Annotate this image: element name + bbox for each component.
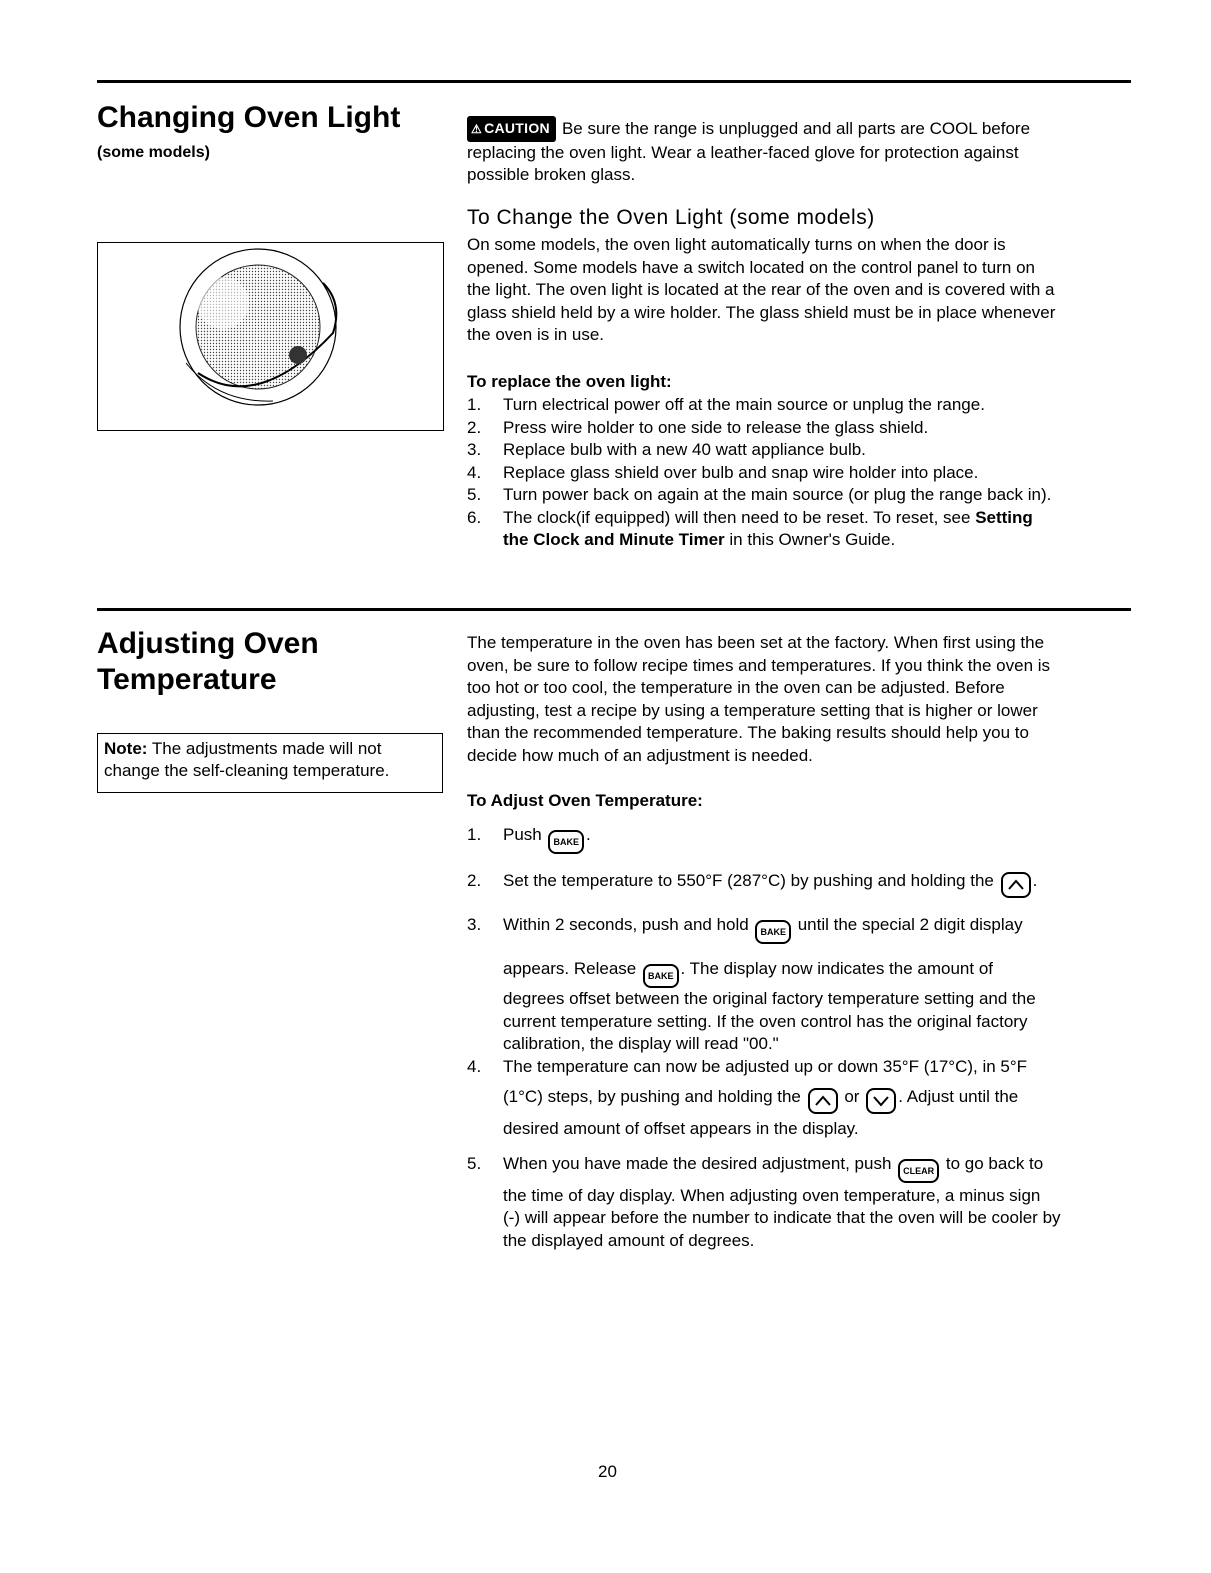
subsection-heading-change-light: To Change the Oven Light (some models) <box>467 206 875 229</box>
bake-key-icon: BAKE <box>643 964 679 988</box>
steps-heading-adjust: To Adjust Oven Temperature: <box>467 791 703 810</box>
section-title-adjust-temp: Adjusting Oven Temperature <box>97 627 319 696</box>
replace-light-steps <box>467 394 1147 552</box>
bake-key-icon: BAKE <box>755 920 791 944</box>
list-item: 2. Set the temperature to 550°F (287°C) by pushing and holding the . <box>467 870 1157 902</box>
section-subtitle: (some models) <box>97 144 210 161</box>
light-bulb-shield-icon <box>98 243 443 430</box>
warning-icon: ⚠ <box>471 122 483 136</box>
up-arrow-key-icon <box>1001 872 1031 898</box>
oven-light-illustration <box>97 242 444 431</box>
page-number: 20 <box>598 1462 617 1481</box>
caution-paragraph: ⚠ CAUTION Be sure the range is unplugged and all parts are COOL before replacing the oven light. Wear a leather-faced glove for protection against possible broken glass. <box>467 116 1147 187</box>
adjust-temp-steps <box>467 824 1157 1252</box>
list-item: 3. Replace bulb with a new 40 watt appliance bulb. <box>467 440 866 459</box>
section-title-oven-light: Changing Oven Light <box>97 101 401 134</box>
list-item: 5. Turn power back on again at the main source (or plug the range back in). <box>467 485 1052 504</box>
list-item: 6. The clock(if equipped) will then need to be reset. To reset, see Setting the Clock and Minute Timer in this Owner's Guide. <box>467 507 1033 549</box>
intro-paragraph-oven-light: On some models, the oven light automatically turns on when the door is opened. Some models have a switch located on the control panel to turn on the light. The oven light is located at the rear of the oven and is covered with a glass shield held by a wire holder. The glass shield must be in place whenever the oven is in use. <box>467 235 1056 344</box>
bake-key-icon: BAKE <box>548 830 584 854</box>
list-item: 4. The temperature can now be adjusted up or down 35°F (17°C), in 5°F (1°C) steps, by pushing and holding the or . Adjust until the desired amount of offset appears in the display. <box>467 1056 1028 1138</box>
up-arrow-key-icon <box>808 1088 838 1114</box>
list-item: 2. Press wire holder to one side to release the glass shield. <box>467 417 929 437</box>
list-item: 1. Turn electrical power off at the main source or unplug the range. <box>467 395 985 414</box>
steps-heading-replace: To replace the oven light: <box>467 372 672 391</box>
clear-key-icon: CLEAR <box>898 1159 939 1183</box>
top-rule <box>97 80 1131 83</box>
list-item: 5. When you have made the desired adjustment, push CLEAR to go back to the time of day display. When adjusting oven temperature, a minus sign (-) will appear before the number to indicate that the oven will be cooler by the displayed amount of degrees. <box>467 1153 1061 1250</box>
list-item: 4. Replace glass shield over bulb and snap wire holder into place. <box>467 462 979 482</box>
list-item: 1. Push BAKE . <box>467 824 1157 856</box>
section-rule <box>97 608 1131 611</box>
intro-paragraph-temperature: The temperature in the oven has been set at the factory. When first using the oven, be sure to follow recipe times and temperatures. If you think the oven is too hot or too cool, the temperature in the oven can be adjusted. Before adjusting, test a recipe by using a temperature setting that is higher or lower than the recommended temperature. The baking results should help you to decide how much of an adjustment is needed. <box>467 633 1051 765</box>
caution-badge: ⚠ CAUTION <box>467 116 556 142</box>
list-item: 3. Within 2 seconds, push and hold BAKE until the special 2 digit display appears. Release BAKE . The display now indicates the amount of degrees offset between the original factory temperature setting and the current temperature setting. If the oven control has the original factory calibration, the display will read "00." <box>467 915 1036 1053</box>
down-arrow-key-icon <box>866 1088 896 1114</box>
note-box: Note: The adjustments made will not change the self-cleaning temperature. <box>97 733 443 793</box>
